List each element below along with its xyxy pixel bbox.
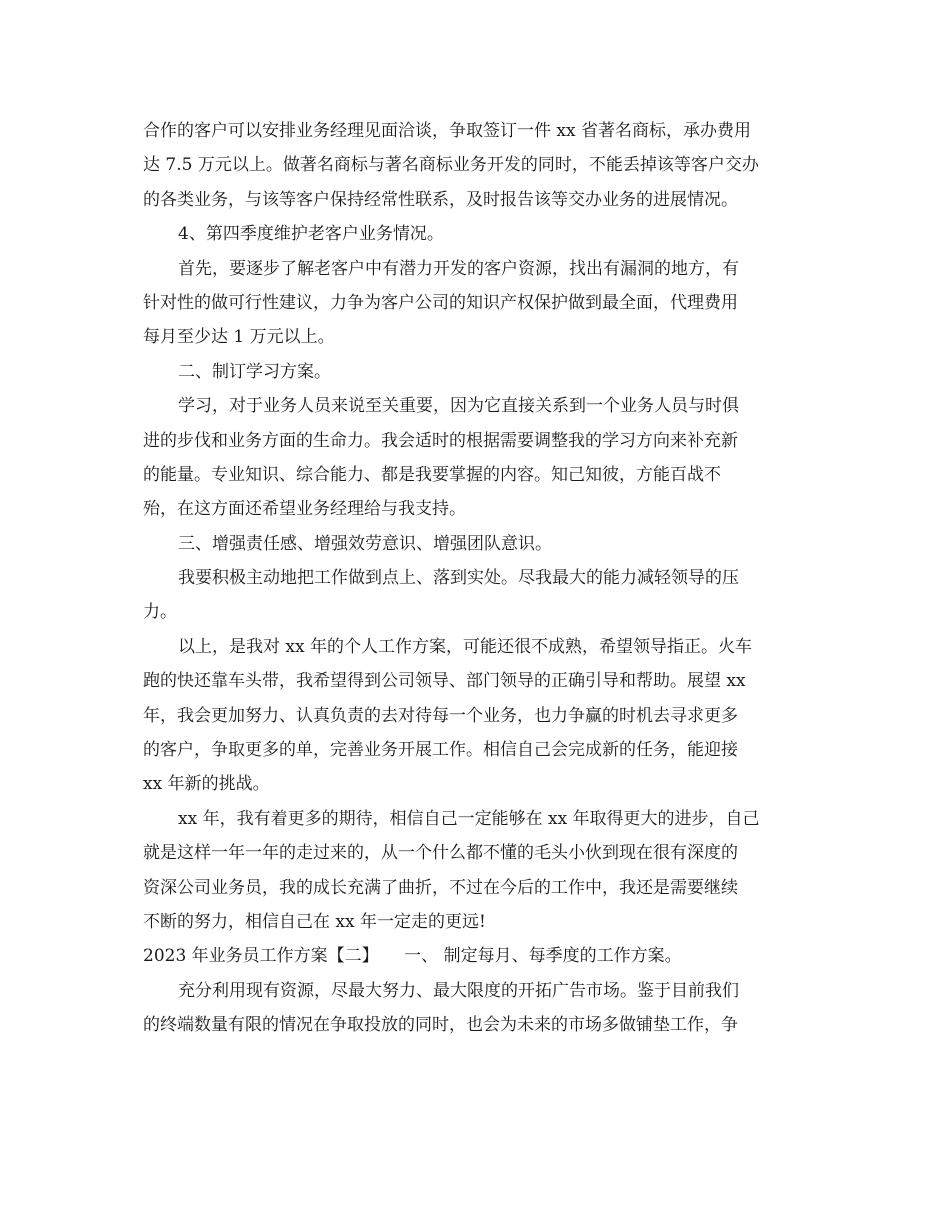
text-line: 的客户，争取更多的单，完善业务开展工作。相信自己会完成新的任务，能迎接 xyxy=(143,740,738,761)
text-line: 针对性的做可行性建议，力争为客户公司的知识产权保护做到最全面，代理费用 xyxy=(143,292,738,313)
text-line: 充分利用现有资源，尽最大努力、最大限度的开拓广告市场。鉴于目前我们 xyxy=(178,980,739,1001)
text-line: 年，我会更加努力、认真负责的去对待每一个业务，也力争赢的时机去寻求更多 xyxy=(143,705,738,726)
text-line: 4、第四季度维护老客户业务情况。 xyxy=(178,224,444,245)
text-line: 学习，对于业务人员来说至关重要，因为它直接关系到一个业务人员与时俱 xyxy=(178,396,739,417)
text-line: 二、制订学习方案。 xyxy=(178,361,331,382)
text-line: xx 年，我有着更多的期待，相信自己一定能够在 xx 年取得更大的进步，自己 xyxy=(178,808,760,829)
text-line: 2023 年业务员工作方案【二】 一、 制定每月、每季度的工作方案。 xyxy=(143,946,682,967)
text-line: 三、增强责任感、增强效劳意识、增强团队意识。 xyxy=(178,533,552,554)
text-line: 殆，在这方面还希望业务经理给与我支持。 xyxy=(143,499,466,520)
text-line: 以上，是我对 xx 年的个人工作方案，可能还很不成熟，希望领导指正。火车 xyxy=(178,636,752,657)
text-line: 达 7.5 万元以上。做著名商标与著名商标业务开发的同时，不能丢掉该等客户交办 xyxy=(143,155,759,176)
text-line: 不断的努力，相信自己在 xx 年一定走的更远! xyxy=(143,911,486,932)
text-line: 进的步伐和业务方面的生命力。我会适时的根据需要调整我的学习方向来补充新 xyxy=(143,430,738,451)
text-line: xx 年新的挑战。 xyxy=(143,774,270,795)
text-line: 就是这样一年一年的走过来的，从一个什么都不懂的毛头小伙到现在很有深度的 xyxy=(143,843,738,864)
text-line: 的终端数量有限的情况在争取投放的同时，也会为未来的市场多做铺垫工作，争 xyxy=(143,1015,738,1036)
text-line: 的各类业务，与该等客户保持经常性联系，及时报告该等交办业务的进展情况。 xyxy=(143,189,738,210)
text-line: 我要积极主动地把工作做到点上、落到实处。尽我最大的能力减轻领导的压 xyxy=(178,568,739,589)
text-line: 资深公司业务员，我的成长充满了曲折，不过在今后的工作中，我还是需要继续 xyxy=(143,877,738,898)
text-line: 力。 xyxy=(143,602,177,623)
text-line: 每月至少达 1 万元以上。 xyxy=(143,327,335,348)
text-line: 的能量。专业知识、综合能力、都是我要掌握的内容。知己知彼，方能百战不 xyxy=(143,464,721,485)
text-line: 跑的快还靠车头带，我希望得到公司领导、部门领导的正确引导和帮助。展望 xx xyxy=(143,671,746,692)
text-line: 首先，要逐步了解老客户中有潜力开发的客户资源，找出有漏洞的地方，有 xyxy=(178,258,739,279)
text-line: 合作的客户可以安排业务经理见面洽谈，争取签订一件 xx 省著名商标，承办费用 xyxy=(143,121,751,141)
document-body xyxy=(143,114,813,1043)
